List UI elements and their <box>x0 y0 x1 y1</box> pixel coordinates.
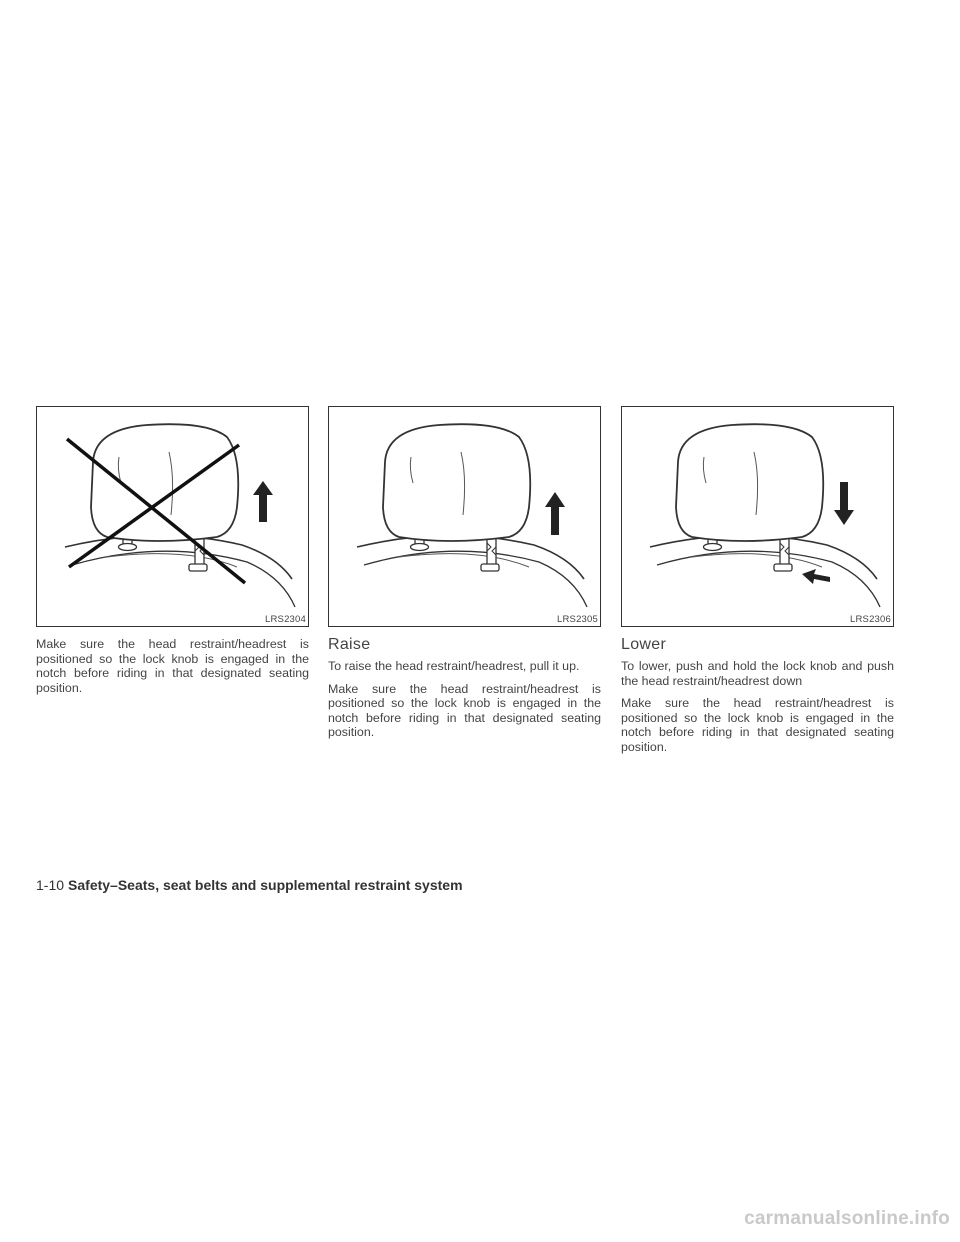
watermark: carmanualsonline.info <box>744 1208 950 1229</box>
headrest-illustration-crossed <box>37 407 308 626</box>
figure-headrest-raise <box>328 406 601 627</box>
page-number: 1-10 <box>36 877 65 893</box>
push-arrow-icon <box>802 569 830 584</box>
column-raise <box>328 406 601 748</box>
paragraph: Make sure the head restraint/headrest is positioned so the lock knob is engaged in the notch before riding in that designated seating position. <box>621 696 894 754</box>
section-heading-raise: Raise <box>328 636 371 653</box>
headrest-illustration-raise <box>329 407 600 626</box>
headrest-illustration-lower <box>622 407 893 626</box>
section-heading-lower: Lower <box>621 636 667 653</box>
paragraph: To lower, push and hold the lock knob and push the head restraint/headrest down <box>621 659 894 688</box>
paragraph: Make sure the head restraint/headrest is positioned so the lock knob is engaged in the notch before riding in that designated seating position. <box>36 637 309 695</box>
down-arrow-icon <box>834 482 854 525</box>
paragraph: Make sure the head restraint/headrest is positioned so the lock knob is engaged in the notch before riding in that designated seating position. <box>328 681 601 740</box>
paragraph: To raise the head restraint/headrest, pull it up. <box>328 659 580 673</box>
figure-code: LRS2304 <box>264 614 306 625</box>
figure-code: LRS2306 <box>849 614 891 625</box>
section-title: Safety–Seats, seat belts and supplemental restraint system <box>68 877 463 893</box>
figure-headrest-lower <box>621 406 894 627</box>
page-footer <box>36 877 463 893</box>
figure-headrest-incorrect <box>36 406 309 627</box>
figure-code: LRS2305 <box>556 614 598 625</box>
up-arrow-icon <box>545 492 565 535</box>
column-incorrect <box>36 406 309 703</box>
column-lower <box>621 406 894 763</box>
